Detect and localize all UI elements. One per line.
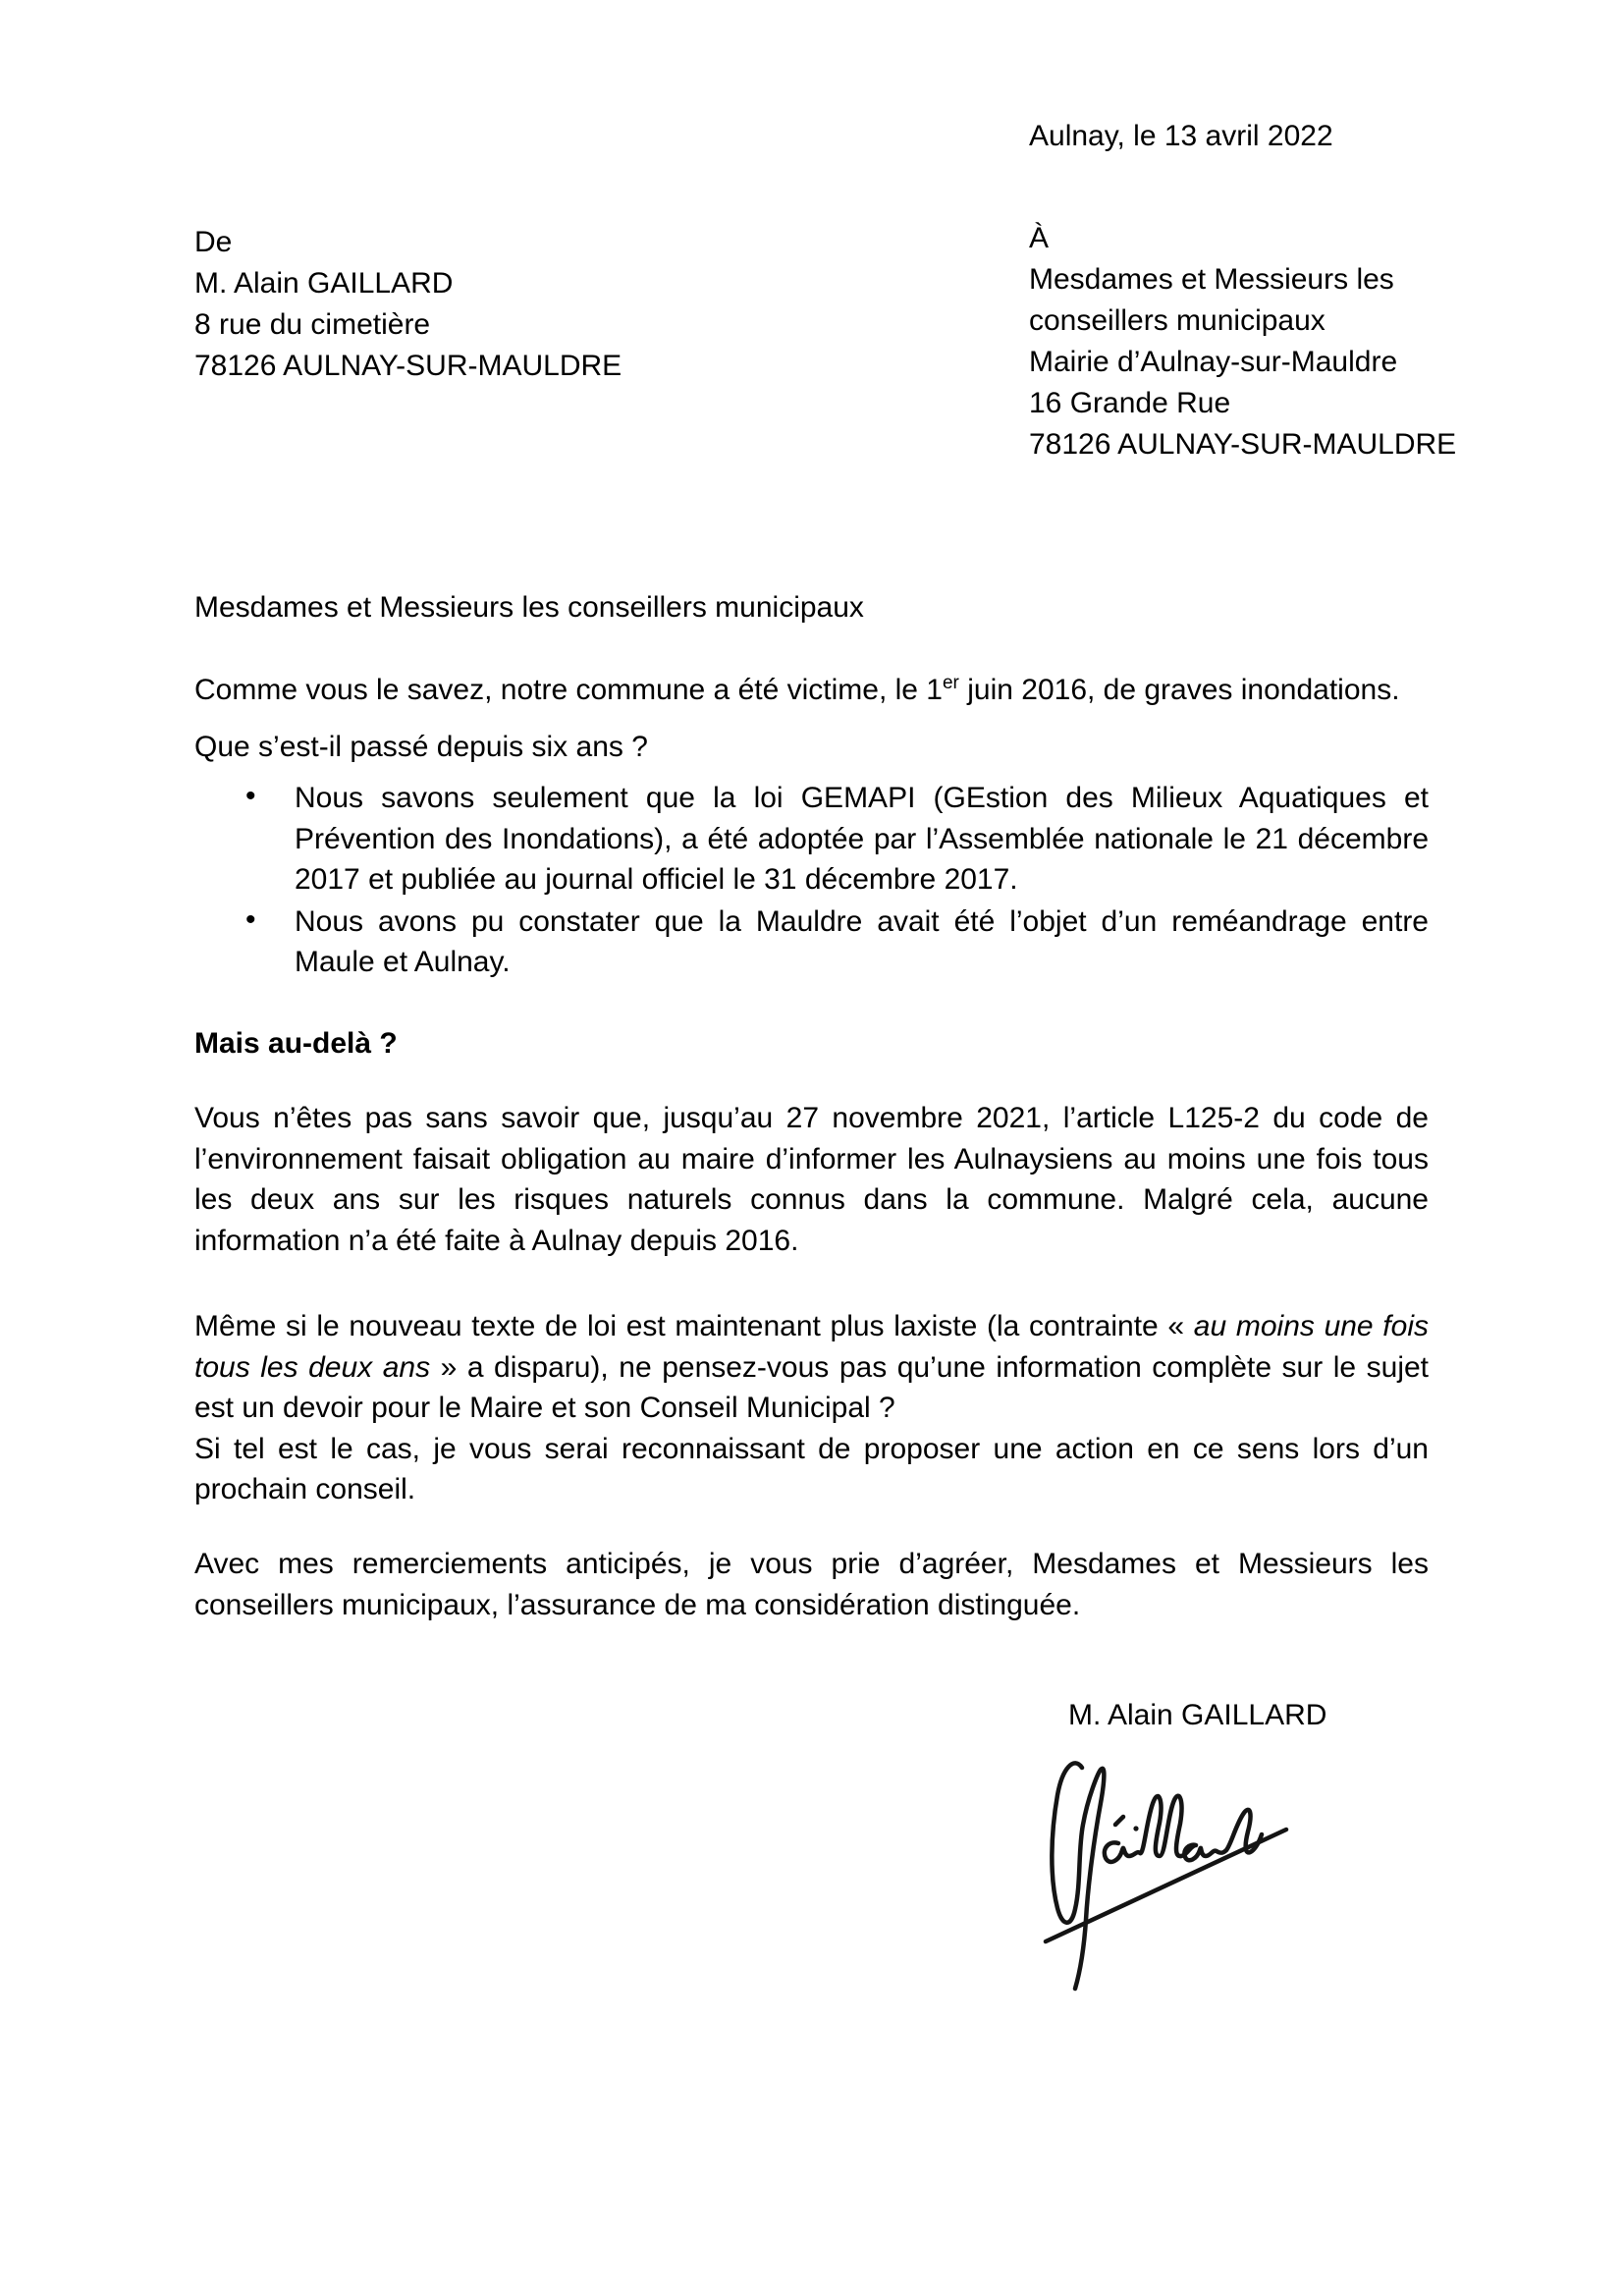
list-item bbox=[194, 902, 1429, 983]
bullet-icon: • bbox=[245, 780, 256, 812]
recipient-block bbox=[1029, 218, 1456, 465]
sender-name: M. Alain GAILLARD bbox=[194, 267, 454, 300]
recipient-line: 16 Grande Rue bbox=[1029, 387, 1231, 419]
recipient-line: Mairie d’Aulnay-sur-Mauldre bbox=[1029, 346, 1398, 378]
date-line: Aulnay, le 13 avril 2022 bbox=[1029, 120, 1333, 152]
recipient-line: conseillers municipaux bbox=[1029, 304, 1325, 337]
list-item-text: Nous savons seulement que la loi GEMAPI (GEstion des Milieux Aquatiques et Prévention des Inondations), a été adoptée par l’Assemblée nationale le 21 décembre 2017 et publiée au journal officiel le 31 décembre 2017. bbox=[295, 782, 1429, 896]
intro-text-before: Comme vous le savez, notre commune a été victime, le 1 bbox=[194, 674, 943, 706]
signature-i-dot bbox=[1133, 1826, 1138, 1831]
sender-block bbox=[194, 222, 622, 387]
bullet-list bbox=[194, 778, 1429, 984]
handwritten-signature bbox=[1021, 1748, 1316, 2003]
recipient-line: Mesdames et Messieurs les bbox=[1029, 263, 1394, 296]
paragraph-obligation: Vous n’êtes pas sans savoir que, jusqu’au 27 novembre 2021, l’article L125-2 du code de l’environnement faisait obligation au maire d’informer les Aulnaysiens au moins une fois tous les deux ans sur les risques naturels connus dans la commune. Malgré cela, aucune information n’a été faite à Aulnay depuis 2016. bbox=[194, 1102, 1429, 1257]
paragraph-intro bbox=[194, 670, 1429, 711]
list-item bbox=[194, 778, 1429, 901]
quoted-italic-text: au moins une fois tous les deux ans bbox=[194, 1310, 1429, 1384]
salutation: Mesdames et Messieurs les conseillers municipaux bbox=[194, 591, 864, 624]
ordinal-superscript: er bbox=[942, 673, 959, 693]
signer-name: M. Alain GAILLARD bbox=[1068, 1699, 1327, 1731]
laxiste-text-1: Même si le nouveau texte de loi est maintenant plus laxiste (la contrainte « bbox=[194, 1310, 1194, 1342]
paragraph-closing: Avec mes remerciements anticipés, je vous prie d’agréer, Mesdames et Messieurs les conseillers municipaux, l’assurance de ma considération distinguée. bbox=[194, 1548, 1429, 1621]
bullet-icon: • bbox=[245, 902, 256, 936]
intro-text-after: juin 2016, de graves inondations. bbox=[958, 674, 1400, 706]
recipient-label: À bbox=[1029, 222, 1050, 254]
laxiste-text-2: » a disparu), ne pensez-vous pas qu’une information complète sur le sujet est un devoir pour le Maire et son Conseil Municipal ? bbox=[194, 1350, 1429, 1424]
sender-city: 78126 AULNAY-SUR-MAULDRE bbox=[194, 350, 622, 382]
list-item-text: Nous avons pu constater que la Mauldre avait été l’objet d’un reméandrage entre Maule et Aulnay. bbox=[295, 904, 1429, 978]
sender-label: De bbox=[194, 226, 233, 258]
laxiste-text-3: Si tel est le cas, je vous serai reconnaissant de proposer une action en ce sens lors d’un prochain conseil. bbox=[194, 1432, 1429, 1505]
paragraph-question: Que s’est-il passé depuis six ans ? bbox=[194, 731, 648, 763]
signature-accent-mark bbox=[1115, 1817, 1123, 1825]
paragraph-laxiste bbox=[194, 1306, 1429, 1510]
section-heading: Mais au-delà ? bbox=[194, 1027, 398, 1060]
sender-street: 8 rue du cimetière bbox=[194, 308, 431, 341]
recipient-line: 78126 AULNAY-SUR-MAULDRE bbox=[1029, 428, 1457, 461]
signature-initial-stroke bbox=[1052, 1763, 1104, 1989]
